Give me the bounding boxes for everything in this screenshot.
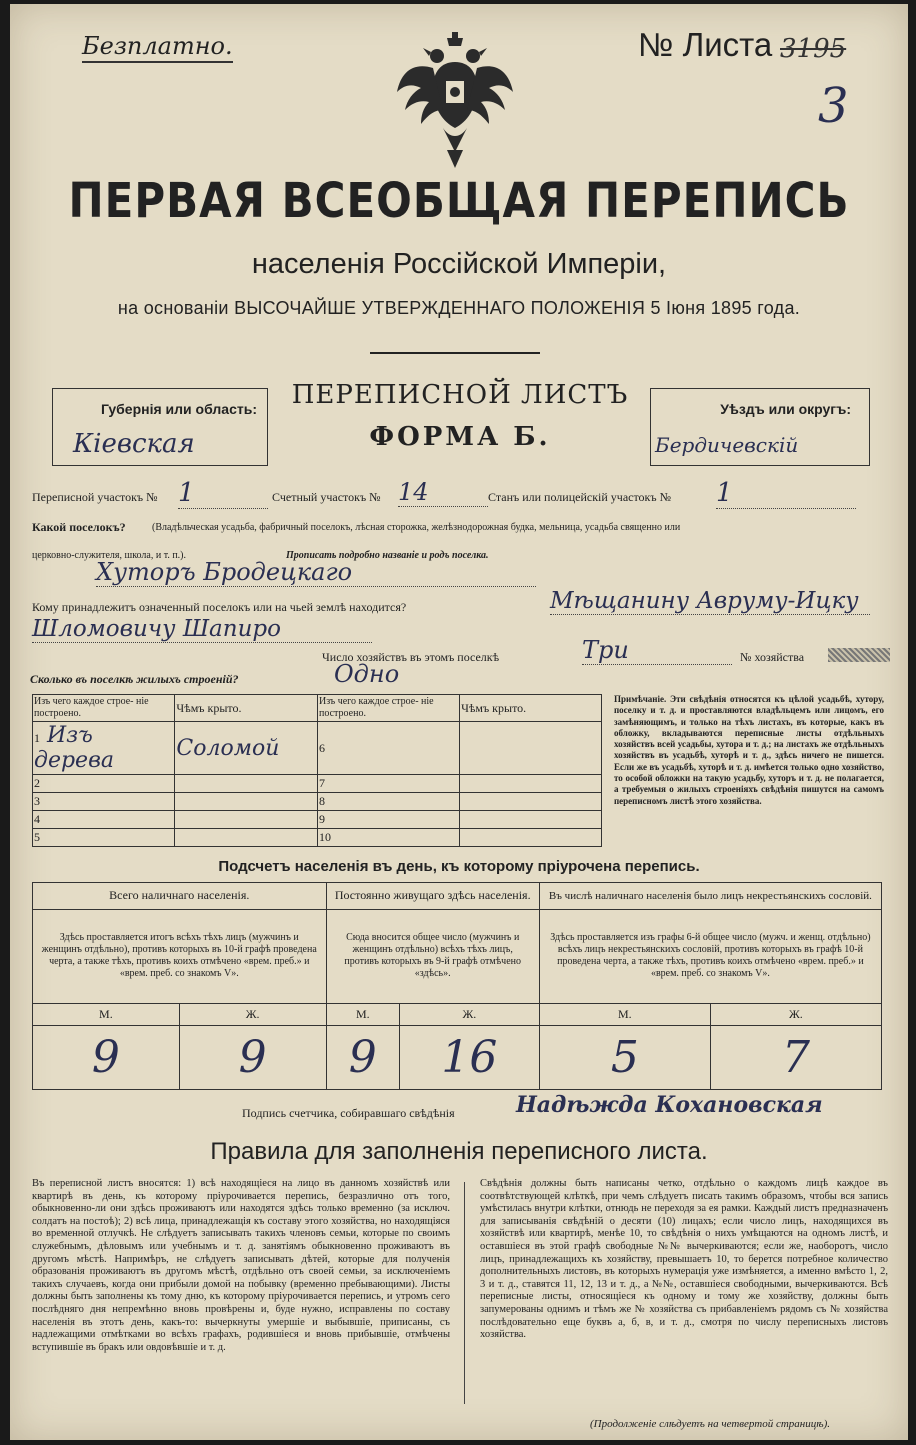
male-header: М.: [33, 1003, 180, 1026]
counting-section-label: Счетный участокъ №: [272, 490, 381, 504]
table-row: 3 8: [33, 793, 602, 811]
double-headed-eagle-icon: [395, 32, 515, 172]
divider: [370, 352, 540, 354]
buildings-value[interactable]: Одно: [334, 660, 400, 688]
district-box: [650, 388, 870, 466]
province-label: Губернія или область:: [100, 401, 257, 417]
permanent-population-desc: Сюда вносится общее число (мужчинъ и женщинъ отдѣльно) всѣхъ тѣхъ лицъ, противъ которыхъ въ 9-й графѣ отмѣчено «здѣсь».: [326, 909, 539, 1003]
col-roof-right: Чѣмъ крыто.: [460, 695, 602, 722]
households-count-label: Число хозяйствъ въ этомъ поселкѣ: [322, 650, 500, 664]
province-value[interactable]: Кіевская: [73, 429, 195, 459]
table-row: 5 10: [33, 829, 602, 847]
non-peasant-male-value[interactable]: 5: [539, 1026, 710, 1090]
household-number-redacted: [828, 648, 890, 662]
form-subtitle: ФОРМА Б.: [369, 422, 551, 452]
free-label: Безплатно.: [82, 32, 233, 60]
female-header: Ж.: [400, 1003, 540, 1026]
female-header: Ж.: [179, 1003, 326, 1026]
total-population-desc: Здѣсь проставляется итогъ всѣхъ тѣхъ лицъ (мужчинъ и женщинъ отдѣльно), противъ которыхъ въ 10-й графѣ проведена черта, а также тѣхъ, противъ коихъ отмѣчено «врем. преб.» и «врем. преб. со знакомъ V».: [33, 909, 327, 1003]
settlement-hint: (Владѣльческая усадьба, фабричный поселокъ, лѣсная сторожка, желѣзнодорожная будка, мельница, усадьба священно или: [152, 522, 681, 533]
sheet-number-handwritten: 3: [818, 78, 849, 134]
census-section-value[interactable]: 1: [178, 478, 268, 509]
counting-section-value[interactable]: 14: [398, 478, 488, 507]
permanent-female-value[interactable]: 16: [400, 1026, 540, 1090]
row-1-material: Изъ дерева: [34, 723, 114, 773]
non-peasant-desc: Здѣсь проставляется изъ графы 6-й общее число (мужч. и женщ. отдѣльно) всѣхъ лицъ некрестьянскихъ сословій, противъ которыхъ въ графѣ 10-й проведена черта, а также тѣхъ, противъ коихъ отмѣчено «врем. преб.» и «врем. преб. со знакомъ V».: [539, 909, 881, 1003]
settlement-hint-2: церковно-служителя, школа, и т. п.).: [32, 550, 186, 561]
census-sheet: [10, 4, 908, 1440]
col-material-right: Изъ чего каждое строе- ніе построено.: [318, 695, 460, 722]
table-row: 1 Изъ дерева Соломой 6: [33, 722, 602, 775]
census-basis: на основаніи ВЫСОЧАЙШЕ УТВЕРЖДЕННАГО ПОЛОЖЕНІЯ 5 Іюня 1895 года.: [117, 298, 801, 318]
table-row: 2 7: [33, 775, 602, 793]
owner-value-2[interactable]: Шломовичу Шапиро: [32, 616, 372, 643]
census-subtitle: населенія Россійской Имперіи,: [251, 248, 667, 280]
form-title: ПЕРЕПИСНОЙ ЛИСТЪ: [291, 380, 629, 410]
settlement-label: Какой поселокъ?: [32, 520, 126, 534]
non-peasant-female-value[interactable]: 7: [710, 1026, 881, 1090]
rules-title: Правила для заполненія переписного листа.: [210, 1138, 708, 1165]
buildings-label: Сколько въ поселкѣ жилыхъ строеній?: [30, 672, 239, 686]
households-count-value[interactable]: Три: [582, 636, 732, 665]
police-section-label: Станъ или полицейскій участокъ №: [488, 490, 672, 504]
col-material-left: Изъ чего каждое строе- ніе построено.: [33, 695, 175, 722]
rules-right-column: Свѣдѣнія должны быть написаны четко, отдѣльно о каждомъ лицѣ каждое въ соотвѣтствующей клѣткѣ, при чемъ слѣдуетъ писать такимъ образомъ, чтобы вся запись умѣстилась внутри клѣтки, отнюдь не переходя за ея рамки. Каждый листъ предназначенъ для записыванія свѣдѣній о десяти (10) лицахъ; если число лицъ, находящихся въ хозяйствѣ или квартирѣ, менѣе 10, то свѣдѣнія о нихъ умѣщаются на одномъ листѣ, и оставшіеся въ этой графѣ свободные №№ вычеркиваются; если же, наоборотъ, число лицъ, принадлежащихъ къ хозяйству, превышаетъ 10, то берется потребное количество дополнительныхъ листовъ, въ которыхъ нумерація уже измѣняется, а именно вмѣсто 1, 2, 3 и т. д., ставятся 11, 12, 13 и т. д., а №№, оставшіеся свободными, вычеркиваются. Всѣ переписные листы, относящіеся къ одному и тому же хозяйству, должны быть запумерованы однимъ и тѣмъ же № хозяйства съ прибавленіемъ рядомъ съ № хозяйства послѣдовательно еще буквъ а, б, в, и т. д., смотря по числу переписныхъ листовъ хозяйства.: [480, 1178, 888, 1341]
female-header: Ж.: [710, 1003, 881, 1026]
settlement-value[interactable]: Хуторъ Бродецкаго: [96, 558, 536, 587]
column-divider: [464, 1182, 465, 1404]
census-title: ПЕРВАЯ ВСЕОБЩАЯ ПЕРЕПИСЬ: [68, 172, 850, 229]
male-header: М.: [539, 1003, 710, 1026]
permanent-male-value[interactable]: 9: [326, 1026, 399, 1090]
buildings-table: [32, 694, 602, 847]
household-number-label: № хозяйства: [740, 650, 805, 664]
total-female-value[interactable]: 9: [179, 1026, 326, 1090]
district-value[interactable]: Бердичевскій: [655, 433, 799, 457]
row-1-roof[interactable]: Соломой: [175, 722, 318, 775]
settlement-hint-italic: Прописать подробно названіе и родъ поселка.: [286, 550, 489, 561]
owner-value-1[interactable]: Мѣщанину Авруму-Ицку: [550, 588, 870, 615]
male-header: М.: [326, 1003, 399, 1026]
police-section-value[interactable]: 1: [716, 478, 856, 509]
signature-label: Подпись счетчика, собиравшаго свѣдѣнія: [242, 1106, 455, 1120]
non-peasant-header: Въ числѣ наличнаго населенія было лицъ некрестьянскихъ сословій.: [539, 883, 881, 910]
total-male-value[interactable]: 9: [33, 1026, 180, 1090]
owner-label: Кому принадлежитъ означенный поселокъ или на чьей землѣ находится?: [32, 600, 407, 614]
permanent-population-header: Постоянно живущаго здѣсь населенія.: [326, 883, 539, 910]
province-box: [52, 388, 268, 466]
sheet-number-struck: 3195: [780, 34, 847, 64]
buildings-note: Примѣчаніе. Эти свѣдѣнія относятся къ цѣлой усадьбѣ, хутору, поселку и т. д. и проставляются владѣльцемъ или лицомъ, его замѣняющимъ, и только на тѣхъ листахъ, въ которые, какъ въ обложку, вкладываются переписные листы отдѣльныхъ хозяйствъ всей усадьбы, хутора и т. д.; на листахъ же отдѣльныхъ хозяйствъ въ усадьбѣ, хуторѣ и т. д., здѣсь ничего не пишется. Если же въ усадьбѣ, хуторѣ и т. д. имѣется только одно хозяйство, то особой обложки на такую усадьбу, хуторъ и т. д. не полагается, а требуемыя о жилыхъ строеніяхъ свѣдѣнія пишутся на самомъ переписномъ листѣ этого хозяйства.: [614, 694, 884, 806]
table-row: 4 9: [33, 811, 602, 829]
rules-left-column: Въ переписной листъ вносятся: 1) всѣ находящіеся на лицо въ данномъ хозяйствѣ или квартирѣ въ день, къ которому пріурочивается перепись, безразлично отъ того, обыкновенно-ли они здѣсь проживаютъ или находятся здѣсь только временно (за исключ. солдатъ на постоѣ); 2) всѣ лица, принадлежащія къ составу этого хозяйства, но находящіяся во временной отлучкѣ. Не слѣдуетъ записывать такихъ членовъ семьи, которые по своимъ служебнымъ, дѣловымъ или учебнымъ и т. д. занятіямъ обыкновенно проживаютъ въ другомъ мѣстѣ. Напримѣръ, не слѣдуетъ записывать дѣтей, которые для полученія образованія проживаютъ въ другомъ мѣстѣ, отдѣльно отъ своей семьи, за исключеніемъ такихъ случаевъ, когда они прибыли домой на побывку (временно пребывающими). Листы должны быть заполнены къ тому дню, къ которому пріурочивается перепись, и утромъ сего послѣдняго дня непремѣнно вновь провѣрены и, буде нужно, исправлены по составу населенія въ этотъ день, какъ-то: вычеркнуты умершіе и выбывшіе, приписаны, съ надлежащими отмѣтками во всѣхъ графахъ, родившіеся и вновь прибывшіе, отмѣчены вступившіе въ бракъ или овдовѣвшіе и т. д.: [32, 1178, 450, 1353]
count-heading: Подсчетъ населенія въ день, къ которому пріурочена перепись.: [218, 858, 700, 875]
continued-note: (Продолженіе слѣдуетъ на четвертой страницѣ).: [590, 1418, 830, 1430]
district-label: Уѣздъ или округъ:: [720, 401, 851, 417]
col-roof-left: Чѣмъ крыто.: [175, 695, 318, 722]
total-population-header: Всего наличнаго населенія.: [33, 883, 327, 910]
population-count-table: [32, 882, 882, 1090]
census-section-label: Переписной участокъ №: [32, 490, 158, 504]
sheet-number-label: № Листа: [638, 26, 773, 63]
signature-value[interactable]: Надѣжда Кохановская: [516, 1092, 823, 1118]
